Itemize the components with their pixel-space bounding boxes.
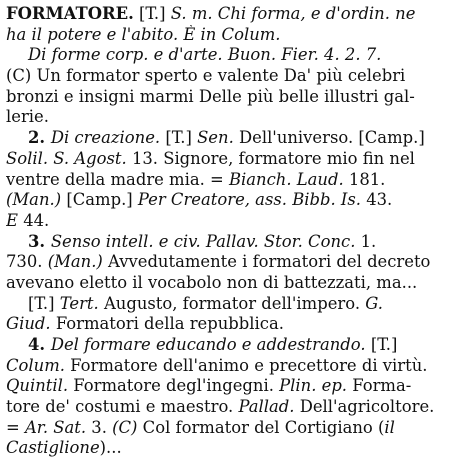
text-line: [6, 335, 467, 356]
text-segment: Formatore dell'animo e precettore di virtù.: [70, 355, 428, 375]
text-segment: 181.: [348, 169, 386, 189]
text-line: [6, 128, 467, 149]
italic-text: Plin. ep.: [279, 376, 353, 396]
italic-text: Senso intell. e civ. Pallav. Stor. Conc.: [50, 231, 361, 251]
italic-text: (Man.): [6, 190, 67, 210]
italic-text: Per Creatore, ass. Bibb. Is.: [137, 190, 367, 210]
italic-text: il: [384, 417, 395, 437]
text-line: [6, 314, 467, 335]
text-segment: Col formator del Cortigiano (: [142, 417, 385, 437]
italic-text: Colum.: [6, 355, 71, 375]
italic-text: Di creazione.: [50, 128, 166, 148]
text-line: [6, 438, 467, 459]
text-line: [6, 66, 467, 87]
text-segment: ventre della madre mia. =: [6, 169, 229, 189]
text-segment: Dell'universo. [Camp.]: [238, 128, 425, 148]
italic-text: E: [6, 210, 24, 230]
text-segment: Augusto, formator dell'impero.: [103, 293, 366, 313]
text-line: [6, 397, 467, 418]
text-line: [6, 273, 467, 294]
text-line: [6, 190, 467, 211]
text-segment: )...: [99, 438, 122, 458]
text-segment: Formatore degl'ingegni.: [73, 376, 280, 396]
text-segment: Avvedutamente i formatori del decreto: [108, 252, 431, 272]
bold-text: 3.: [28, 231, 51, 251]
text-line: [6, 45, 467, 66]
text-segment: 3.: [91, 417, 113, 437]
text-segment: =: [6, 417, 25, 437]
text-segment: [T.]: [28, 293, 60, 313]
text-segment: Forma-: [352, 376, 412, 396]
text-line: [6, 107, 467, 128]
italic-text: Di forme corp. e d'arte. Buon. Fier. 4. 2. 7.: [28, 45, 382, 65]
italic-text: Del formare educando e addestrando.: [50, 335, 371, 354]
italic-text: Sen.: [197, 128, 239, 148]
text-line: [6, 252, 467, 273]
text-line: [6, 211, 467, 232]
bold-text: FORMATORE.: [6, 4, 134, 23]
text-line: [6, 356, 467, 377]
italic-text: (C): [112, 417, 143, 437]
italic-text: Giud.: [6, 314, 56, 334]
text-segment: [T.]: [165, 128, 198, 148]
italic-text: Ar. Sat.: [24, 417, 92, 437]
text-line: [6, 170, 467, 191]
bold-text: 4.: [28, 335, 51, 354]
text-segment: (C) Un formator sperto e valente Da' più celebri: [6, 66, 406, 86]
italic-text: Solil. S. Agost.: [6, 148, 132, 168]
text-line: [6, 87, 467, 108]
dictionary-entry-formatore: [6, 4, 467, 459]
text-line: [6, 232, 467, 253]
italic-text: Pallad.: [238, 397, 300, 417]
text-line: [6, 4, 467, 25]
text-segment: bronzi e insigni marmi Delle più belle illustri gal-: [6, 86, 415, 106]
text-line: [6, 149, 467, 170]
text-segment: 1.: [360, 231, 377, 251]
text-segment: [T.]: [370, 335, 398, 354]
text-segment: 44.: [23, 210, 50, 230]
text-segment: 730.: [6, 252, 48, 272]
italic-text: G.: [365, 293, 383, 313]
text-segment: [Camp.]: [66, 190, 138, 210]
text-line: [6, 294, 467, 315]
text-segment: 43.: [366, 190, 393, 210]
italic-text: Quintil.: [6, 376, 74, 396]
text-segment: avevano eletto il vocabolo non di battezzati, ma...: [6, 272, 418, 292]
text-segment: tore de' costumi e maestro.: [6, 397, 239, 417]
bold-text: 2.: [28, 128, 51, 148]
italic-text: (Man.): [47, 252, 109, 272]
italic-text: Tert.: [59, 293, 104, 313]
text-segment: lerie.: [6, 107, 49, 127]
text-segment: 13. Signore, formatore mio fin nel: [131, 148, 415, 168]
italic-text: Bianch. Laud.: [228, 169, 349, 189]
text-segment: [T.]: [133, 4, 171, 23]
text-segment: Formatori della repubblica.: [55, 314, 284, 334]
italic-text: Castiglione: [6, 438, 100, 458]
italic-text: S. m. Chi forma, e d'ordin. ne: [170, 4, 416, 23]
text-line: [6, 418, 467, 439]
text-segment: Dell'agricoltore.: [299, 397, 435, 417]
text-line: [6, 376, 467, 397]
text-line: [6, 25, 467, 46]
italic-text: ha il potere e l'abito. È in Colum.: [6, 24, 281, 44]
